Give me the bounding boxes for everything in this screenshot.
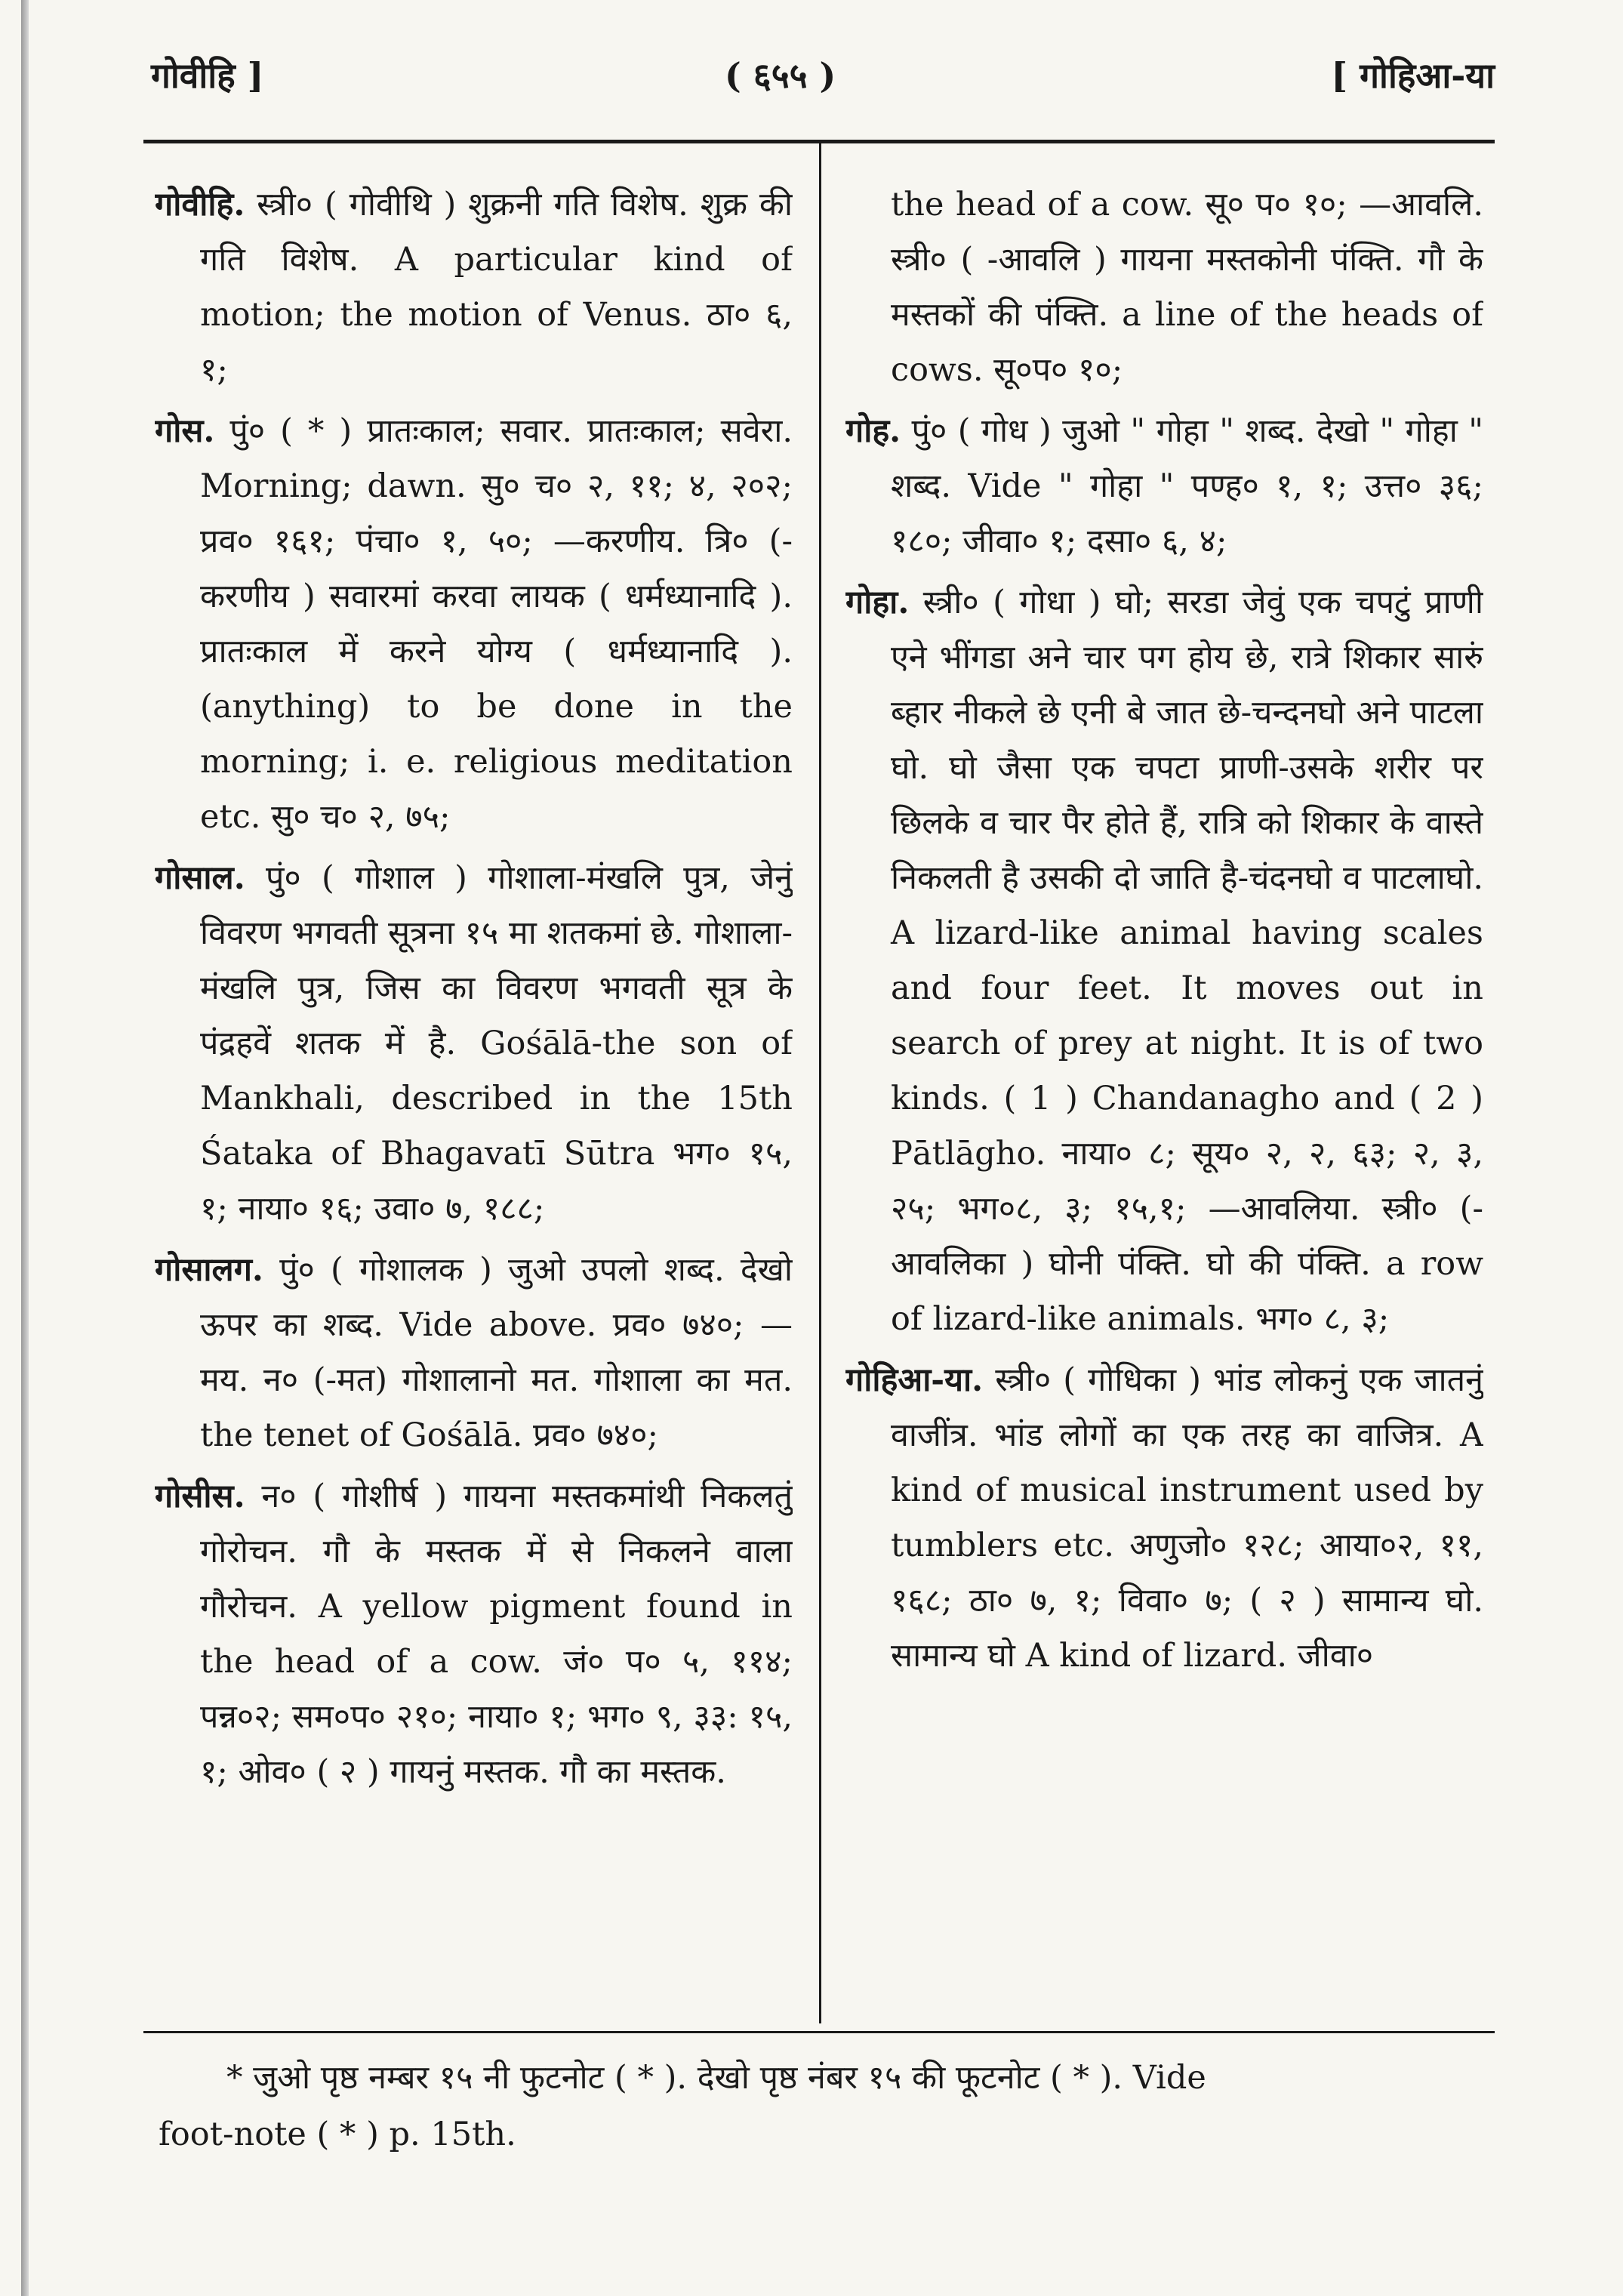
- page-number: ( ६५५ ): [725, 55, 836, 96]
- left-column: [155, 177, 793, 2020]
- entry-gosala: [155, 851, 793, 1237]
- binding-edge: [21, 0, 29, 2296]
- footnote: [159, 2050, 1495, 2163]
- entry-text: पुं० ( गोध ) जुओ " गोहा " शब्द. देखो " गोहा " शब्द. Vide " गोहा " पण्ह० १, १; उत्त० ३६; १८०; जीवा० १; दसा० ६, ४;: [891, 412, 1483, 560]
- header-left-guideword: गोवीहि ]: [151, 55, 264, 96]
- entry-text: पुं० ( गोशाल ) गोशाला-मंखलि पुत्र, जेनुं विवरण भगवती सूत्रना १५ मा शतकमां छे. गोशाला-मंखलि पुत्र, जिस का विवरण भगवती सूत्र के पंद्रहवें शतक में है. Gośālā-the son of Mankhali, described in the 15th Śataka of Bhagavatī Sūtra भग० १५, १; नाया० १६; उवा० ७, १८८;: [200, 859, 793, 1228]
- entry-govihi: [155, 177, 793, 398]
- entry-text: स्त्री० ( गोधिका ) भांड लोकनुं एक जातनुं वाजींत्र. भांड लोगों का एक तरह का वाजित्र. A kind of musical instrument used by tumblers etc. अणुजो० १२८; आया०२, ११, १६८; ठा० ७, १; विवा० ७; ( २ ) सामान्य घो. सामान्य घो A kind of lizard. जीवा०: [891, 1361, 1483, 1675]
- headword: गोवीहि.: [155, 186, 245, 223]
- entry-goha-lizard: [845, 575, 1483, 1347]
- entry-gosisa-continued: [845, 177, 1483, 398]
- entry-gosa: [155, 404, 793, 845]
- entry-text: न० ( गोशीर्ष ) गायना मस्तकमांथी निकलतुं गोरोचन. गौ के मस्तक में से निकलने वाला गौरोचन. A yellow pigment found in the head of a cow. जं० प० ५, ११४; पन्न०२; सम०प० २१०; नाया० १; भग० ९, ३३: १५, १; ओव० ( २ ) गायनुं मस्तक. गौ का मस्तक.: [200, 1478, 793, 1791]
- entry-text: पुं० ( * ) प्रातःकाल; सवार. प्रातःकाल; सवेरा. Morning; dawn. सु० च० २, ११; ४, २०२; प्रव० १६१; पंचा० १, ५०; —करणीय. त्रि० (-करणीय ) सवारमां करवा लायक ( धर्मध्यानादि ). प्रातःकाल में करने योग्य ( धर्मध्यानादि ). (anything) to be done in the morning; i. e. religious meditation etc. सु० च० २, ७५;: [200, 412, 793, 836]
- footnote-line-2: foot-note ( * ) p. 15th.: [159, 2116, 516, 2153]
- footnote-line-1: * जुओ पृष्ठ नम्बर १५ नी फुटनोट ( * ). देखो पृष्ठ नंबर १५ की फूटनोट ( * ). Vide: [226, 2059, 1206, 2097]
- right-column: [845, 177, 1483, 2020]
- entry-text: स्त्री० ( गोवीथि ) शुक्रनी गति विशेष. शुक्र की गति विशेष. A particular kind of motion; the motion of Venus. ठा० ६, १;: [200, 186, 793, 389]
- headword: गोह.: [845, 412, 901, 450]
- entry-text: स्त्री० ( गोधा ) घो; सरडा जेवुं एक चपटुं प्राणी एने भींगडा अने चार पग होय छे, रात्रे शिकार सारुं ब्हार नीकले छे एनी बे जात छे-चन्दनघो अने पाटला घो. घो जैसा एक चपटा प्राणी-उसके शरीर पर छिलके व चार पैर होते हैं, रात्रि को शिकार के वास्ते निकलती है उसकी दो जाति है-चंदनघो व पाटलाघो. A lizard-like animal having scales and four feet. It moves out in search of prey at night. It is of two kinds. ( 1 ) Chandanagho and ( 2 ) Pātlāgho. नाया० ८; सूय० २, २, ६३; २, ३, २५; भग०८, ३; १५,१; —आवलिया. स्त्री० (-आवलिका ) घोनी पंक्ति. घो की पंक्ति. a row of lizard-like animals. भग० ८, ३;: [891, 584, 1483, 1338]
- column-divider: [819, 143, 821, 2023]
- header-right-guideword: [ गोहिआ-या: [1331, 55, 1495, 96]
- headword: गोहा.: [845, 584, 910, 621]
- page-header: [143, 45, 1495, 106]
- footnote-rule: [143, 2031, 1495, 2033]
- headword: गोसीस.: [155, 1478, 245, 1515]
- entry-gosisa: [155, 1469, 793, 1800]
- headword: गोसाल.: [155, 859, 245, 897]
- entry-goha: [845, 404, 1483, 569]
- headword: गोस.: [155, 412, 215, 450]
- entry-text: पुं० ( गोशालक ) जुओ उपलो शब्द. देखो ऊपर का शब्द. Vide above. प्रव० ७४०; —मय. न० (-मत) गोशालानो मत. गोशाला का मत. the tenet of Gośālā. प्रव० ७४०;: [200, 1251, 793, 1454]
- entry-gohia: [845, 1353, 1483, 1684]
- headword: गोसालग.: [155, 1251, 263, 1289]
- entry-text: the head of a cow. सू० प० १०; —आवलि. स्त्री० ( -आवलि ) गायना मस्तकोनी पंक्ति. गौ के मस्तकों की पंक्ति. a line of the heads of cows. सू०प० १०;: [891, 186, 1483, 389]
- entry-gosalaga: [155, 1243, 793, 1463]
- headword: गोहिआ-या.: [845, 1361, 984, 1399]
